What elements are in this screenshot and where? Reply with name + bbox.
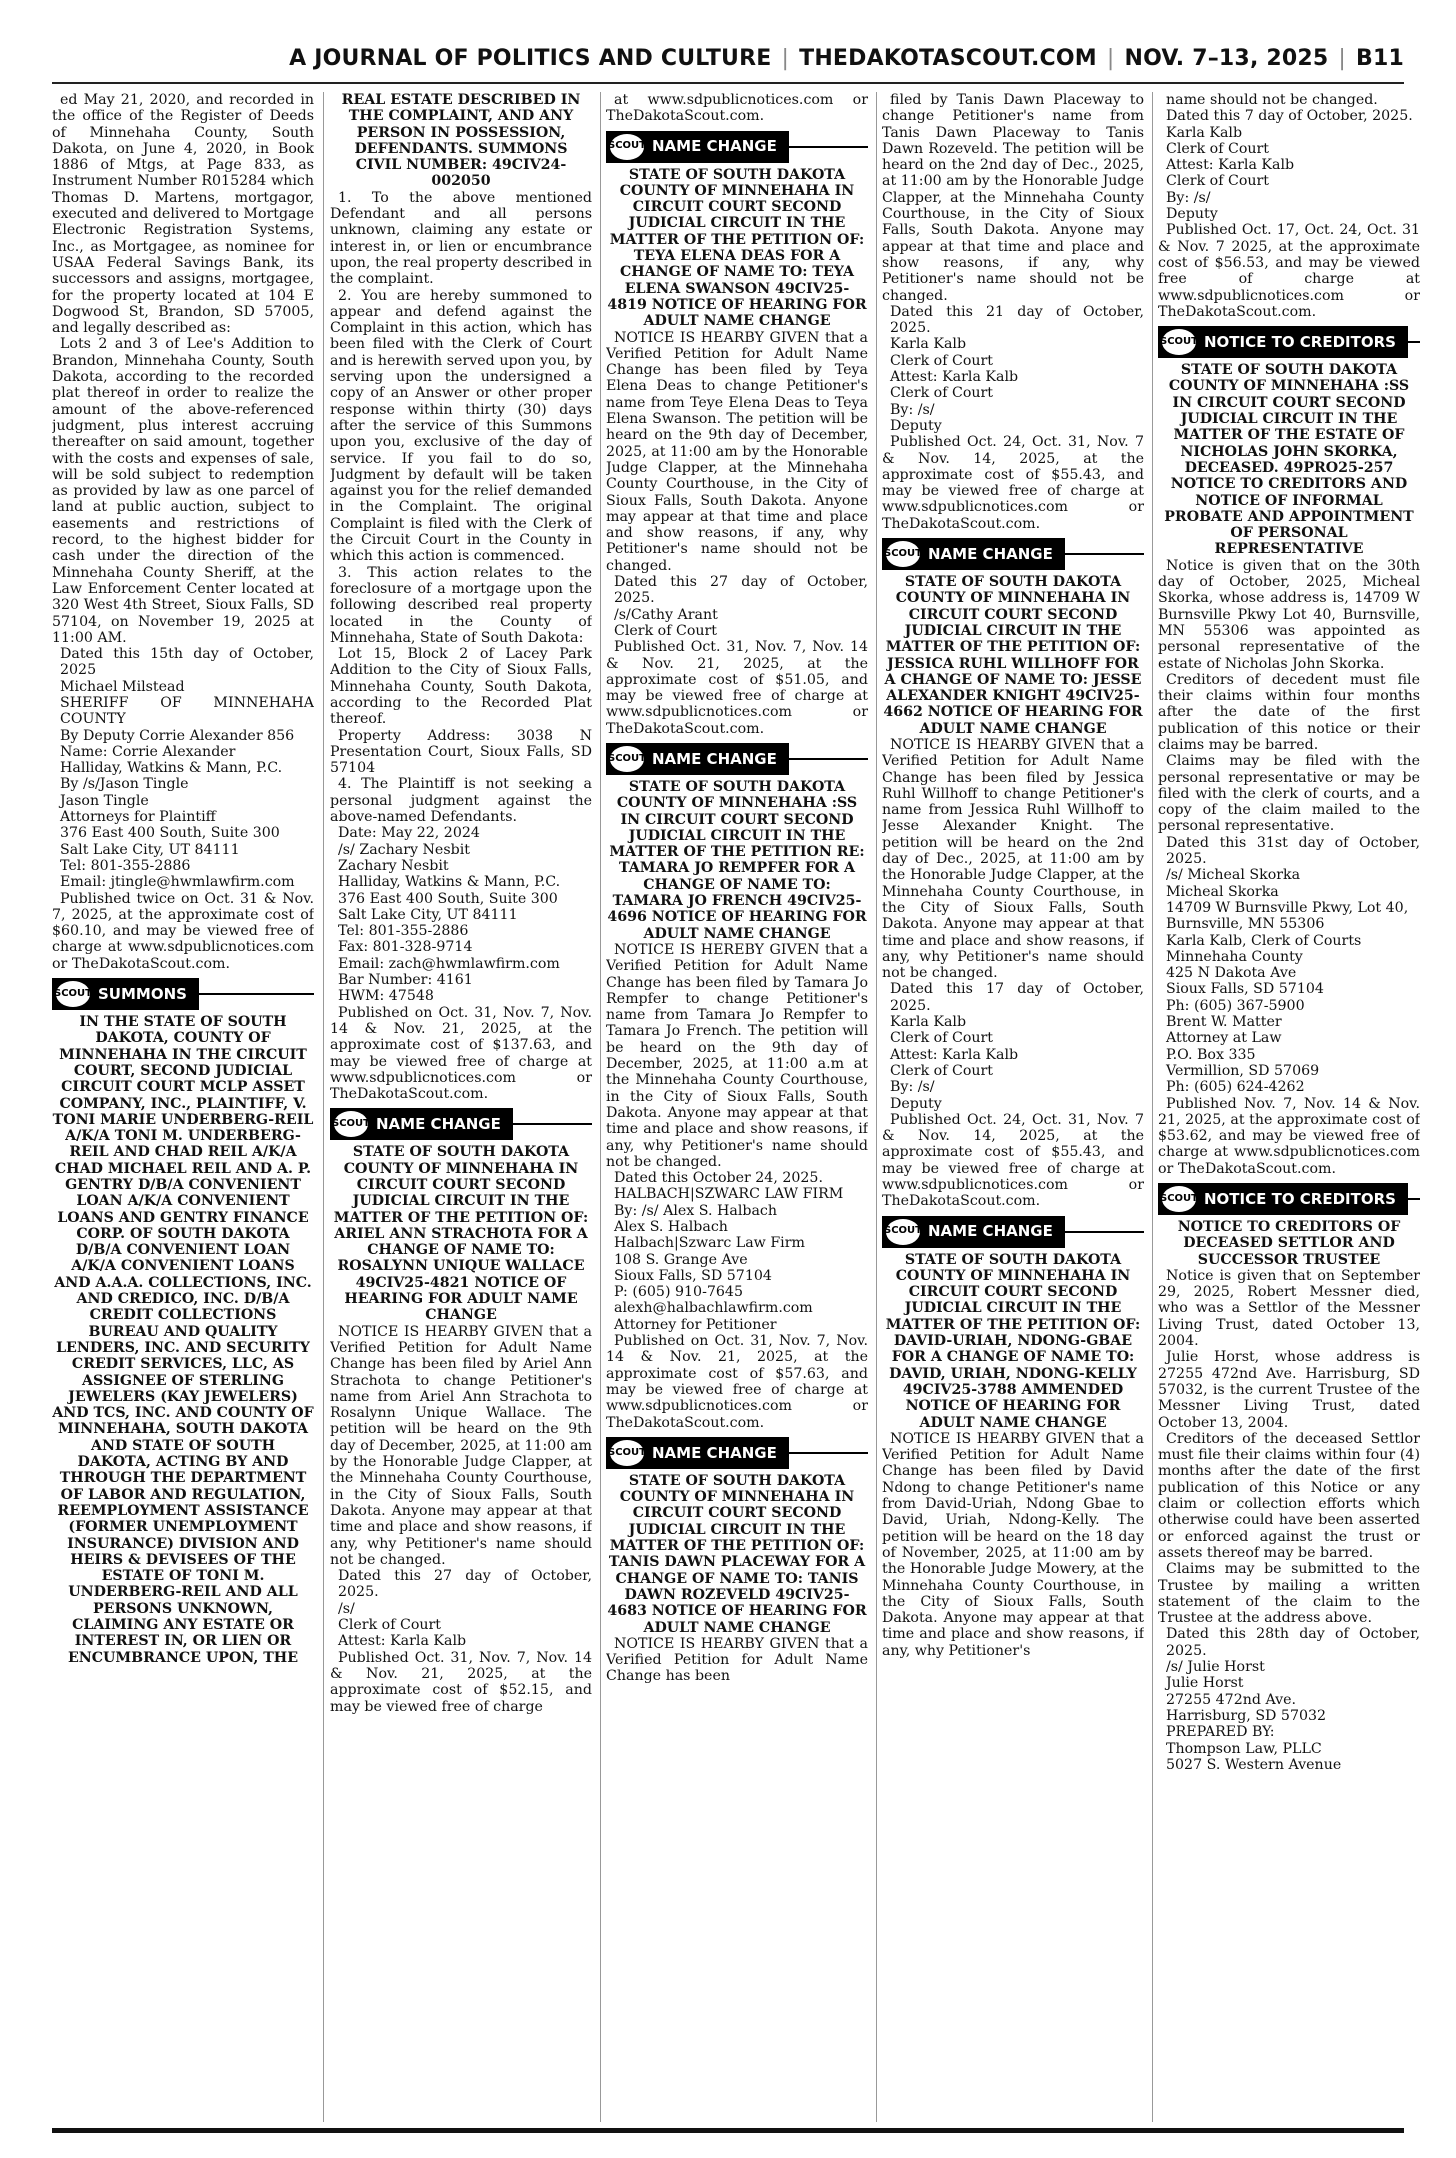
notice-paragraph: HWM: 47548 (338, 988, 434, 1005)
banner-rule (789, 1452, 868, 1454)
banner-tag (1158, 1183, 1408, 1215)
section-banner (1158, 1183, 1420, 1215)
notice-paragraph: Alex S. Halbach (614, 1219, 728, 1235)
notice-paragraph: 108 S. Grange Ave (614, 1251, 748, 1268)
notice-paragraph: NOTICE IS HEARBY GIVEN that a Verified Petition for Adult Name Change has been (606, 1635, 868, 1685)
banner-label: NAME CHANGE (376, 1115, 501, 1134)
section-banner (606, 131, 868, 163)
notice-paragraph: Clerk of Court (890, 352, 993, 369)
header-tagline: A JOURNAL OF POLITICS AND CULTURE (289, 46, 772, 71)
scout-logo-icon: SCOUT (56, 981, 90, 1007)
scout-logo-icon: SCOUT (886, 541, 920, 567)
notice-heading: STATE OF SOUTH DAKOTA COUNTY OF MINNEHAHA :SS IN CIRCUIT COURT SECOND JUDICIAL CIRCUIT IN THE MATTER OF THE ESTATE OF NICHOLAS JOHN SKORKA, DECEASED. 49PRO25-257 NOTICE TO CREDITORS AND NOTICE OF INFORMAL PROBATE AND APPOINTMENT OF PERSONAL REPRESENTATIVE (1164, 362, 1414, 558)
scout-logo-icon: SCOUT (610, 746, 644, 772)
footer-rule (52, 2128, 1404, 2133)
notice-paragraph: Deputy (890, 417, 942, 434)
notice-paragraph: Bar Number: 4161 (338, 972, 473, 989)
banner-tag (606, 1437, 789, 1469)
notice-paragraph: Creditors of decedent must file their claims within four months after the date of the first publication of this notice or their claims may be barred. (1158, 671, 1420, 753)
notice-paragraph: /s/Cathy Arant (614, 606, 718, 623)
notice-paragraph: Attorneys for Plaintiff (60, 809, 216, 826)
column-5 (1158, 92, 1420, 2122)
notice-paragraph: alexh@halbachlawfirm.com (614, 1300, 813, 1317)
notice-paragraph: Ph: (605) 624-4262 (1166, 1079, 1305, 1096)
banner-rule (1408, 341, 1420, 343)
scout-logo-icon: SCOUT (886, 1219, 920, 1245)
notice-paragraph: Attest: Karla Kalb (890, 1046, 1019, 1063)
notice-paragraph: HALBACH|SZWARC LAW FIRM (614, 1186, 844, 1203)
section-banner (882, 538, 1144, 570)
notice-paragraph: Clerk of Court (890, 385, 993, 402)
scout-logo-icon: SCOUT (1162, 329, 1196, 355)
notice-paragraph: Thompson Law, PLLC (1166, 1740, 1322, 1757)
notice-paragraph: Salt Lake City, UT 84111 (60, 841, 240, 858)
notice-paragraph: Karla Kalb (890, 336, 967, 353)
column-divider (1152, 92, 1153, 2122)
notice-paragraph: Published Oct. 17, Oct. 24, Oct. 31 & Nov. 7 2025, at the approximate cost of $56.53, and may be viewed free of charge at www.sdpublicnotices.com or TheDakotaScout.com. (1158, 222, 1420, 320)
notice-paragraph: Date: May 22, 2024 (338, 825, 480, 842)
notice-paragraph: /s/ Micheal Skorka (1166, 867, 1301, 884)
notice-paragraph: Clerk of Court (890, 1030, 993, 1047)
banner-tag (606, 743, 789, 775)
banner-label: NAME CHANGE (928, 1222, 1053, 1241)
notice-paragraph: Michael Milstead (60, 678, 185, 695)
notice-paragraph: Attest: Karla Kalb (1166, 157, 1295, 174)
notice-heading: STATE OF SOUTH DAKOTA COUNTY OF MINNEHAHA IN CIRCUIT COURT SECOND JUDICIAL CIRCUIT IN THE MATTER OF THE PETITION OF: DAVID-URIAH, NDONG-GBAE FOR A CHANGE OF NAME TO: DAVID, URIAH, NDONG-KELLY 49CIV25-3788 AMMENDED NOTICE OF HEARING FOR ADULT NAME CHANGE (885, 1251, 1141, 1431)
notice-heading: STATE OF SOUTH DAKOTA COUNTY OF MINNEHAHA IN CIRCUIT COURT SECOND JUDICIAL CIRCUIT IN THE MATTER OF THE PETITION OF: ARIEL ANN STRACHOTA FOR A CHANGE OF NAME TO: ROSALYNN UNIQUE WALLACE 49CIV25-4821 NOTICE OF HEARING FOR ADULT NAME CHANGE (333, 1144, 589, 1324)
notice-heading: STATE OF SOUTH DAKOTA COUNTY OF MINNEHAHA IN CIRCUIT COURT SECOND JUDICIAL CIRCUIT IN THE MATTER OF THE PETITION OF: TEYA ELENA DEAS FOR A CHANGE OF NAME TO: TEYA ELENA SWANSON 49CIV25-4819 NOTICE OF HEARING FOR ADULT NAME CHANGE (607, 166, 867, 330)
notice-paragraph: Notice is given that on the 30th day of October, 2025, Micheal Skorka, whose address is, 14709 W Burnsville Pkwy Lot 40, Burnsville, MN 55306 was appointed as personal representative of the estate of Nicholas John Skorka. (1158, 557, 1420, 672)
notice-paragraph: Halbach|Szwarc Law Firm (614, 1235, 805, 1252)
notice-paragraph: NOTICE IS HEARBY GIVEN that a Verified Petition for Adult Name Change has been filed by David Ndong to change Petitioner's name from David-Uriah, Ndong Gbae to David, Uriah, Ndong-Kelly. The petition will be heard on the 18 day of November, 2025, at 11:00 am by the Honorable Judge Mowery, at the Minnehaha County Courthouse, in the City of Sioux Falls, South Dakota. Anyone may appear at that time and place and show reasons, if any, why Petitioner's (882, 1430, 1144, 1659)
banner-tag (606, 131, 789, 163)
notice-paragraph: Published on Oct. 31, Nov. 7, Nov. 14 & Nov. 21, 2025, at the approximate cost of $137.63, and may be viewed free of charge at www.sdpublicnotices.com or TheDakotaScout.com. (330, 1004, 592, 1103)
notice-paragraph: Published Nov. 7, Nov. 14 & Nov. 21, 2025, at the approximate cost of $53.62, and may be viewed free of charge at www.sdpublicnotices.com or TheDakotaScout.com. (1158, 1095, 1420, 1177)
notice-paragraph: Karla Kalb (1166, 124, 1243, 141)
notice-paragraph: Sioux Falls, SD 57104 (1166, 981, 1324, 998)
notice-paragraph: Dated this 17 day of October, 2025. (890, 981, 1144, 1014)
notice-paragraph: Vermillion, SD 57069 (1166, 1062, 1320, 1079)
notice-paragraph: Attest: Karla Kalb (338, 1633, 467, 1650)
banner-label: NAME CHANGE (652, 137, 777, 156)
notice-paragraph: Attorney at Law (1166, 1030, 1282, 1047)
section-banner (52, 978, 314, 1010)
column-divider (876, 92, 877, 2122)
section-banner (330, 1108, 592, 1140)
banner-rule (513, 1123, 592, 1125)
notice-paragraph: Creditors of the deceased Settlor must file their claims within four (4) months after the date of the first publication of this Notice or any claim or collection efforts which otherwise could have been asserted or enforced against the trust or assets thereof may be barred. (1158, 1430, 1420, 1561)
notice-paragraph: Clerk of Court (338, 1617, 441, 1634)
banner-label: NOTICE TO CREDITORS (1204, 1189, 1396, 1208)
notice-paragraph: By: /s/ (890, 1079, 935, 1096)
notice-paragraph: 376 East 400 South, Suite 300 (338, 890, 558, 907)
banner-label: NOTICE TO CREDITORS (1204, 333, 1396, 351)
notice-paragraph: P: (605) 910-7645 (614, 1284, 743, 1301)
notice-paragraph: Micheal Skorka (1166, 883, 1279, 900)
scout-logo-icon: SCOUT (610, 134, 644, 160)
banner-rule (789, 146, 868, 148)
notice-paragraph: Deputy (1166, 206, 1218, 223)
notice-paragraph: By Deputy Corrie Alexander 856 (60, 727, 295, 744)
notice-paragraph: Property Address: 3038 N Presentation Court, Sioux Falls, SD 57104 (330, 727, 592, 777)
notice-paragraph: Harrisburg, SD 57032 (1166, 1707, 1327, 1724)
column-1 (52, 92, 314, 2122)
banner-rule (1065, 1231, 1144, 1233)
notice-paragraph: Dated this 31st day of October, 2025. (1166, 834, 1420, 868)
notice-paragraph: Dated this 27 day of October, 2025. (614, 574, 868, 607)
notice-heading: STATE OF SOUTH DAKOTA COUNTY OF MINNEHAHA :SS IN CIRCUIT COURT SECOND JUDICIAL CIRCUIT IN THE MATTER OF THE PETITION RE: TAMARA JO REMPFER FOR A CHANGE OF NAME TO: TAMARA JO FRENCH 49CIV25-4696 NOTICE OF HEARING FOR ADULT NAME CHANGE (607, 778, 867, 942)
banner-rule (1065, 553, 1144, 555)
scout-logo-icon: SCOUT (334, 1111, 368, 1137)
banner-rule (1408, 1198, 1420, 1200)
notice-paragraph: Clerk of Court (1166, 140, 1269, 157)
banner-label: NAME CHANGE (652, 1443, 777, 1462)
notice-paragraph: /s/ Zachary Nesbit (338, 841, 470, 858)
banner-label: SUMMONS (98, 984, 187, 1003)
notice-paragraph: Clerk of Court (614, 622, 717, 639)
notice-paragraph: 1. To the above mentioned Defendant and all persons unknown, claiming any estate or interest in, or lien or encumbrance upon, the real property described in the complaint. (330, 189, 592, 288)
notice-paragraph: Brent W. Matter (1166, 1014, 1282, 1031)
notice-paragraph: 3. This action relates to the foreclosure of a mortgage upon the following described real property located in the County of Minnehaha, State of South Dakota: (330, 564, 592, 646)
notice-paragraph: PREPARED BY: (1166, 1724, 1275, 1741)
notice-paragraph: /s/ (338, 1600, 355, 1617)
banner-tag (882, 1216, 1065, 1248)
notice-paragraph: ed May 21, 2020, and recorded in the office of the Register of Deeds of Minnehaha County, South Dakota, on June 4, 2020, in Book 1886 of Mtgs, at Page 833, as Instrument Number R015284 which Thomas D. Martens, mortgagor, executed and delivered to Mortgage Electronic Registration Systems, Inc., as Mortgagee, as nominee for USAA Federal Savings Bank, its successors and assigns, mortgagee, for the property located at 104 E Dogwood St, Brandon, SD 57005, and legally described as: (52, 92, 314, 337)
notice-paragraph: Fax: 801-328-9714 (338, 939, 473, 956)
notice-paragraph: Julie Horst (1166, 1675, 1244, 1692)
notice-paragraph: 27255 472nd Ave. (1166, 1691, 1297, 1708)
notice-paragraph: Clerk of Court (1166, 173, 1269, 190)
notice-paragraph: Published Oct. 31, Nov. 7, Nov. 14 & Nov. 21, 2025, at the approximate cost of $52.15, and may be viewed free of charge (330, 1649, 592, 1715)
section-banner (882, 1216, 1144, 1248)
notice-paragraph: name should not be changed. (1166, 92, 1378, 108)
notice-paragraph: 376 East 400 South, Suite 300 (60, 825, 280, 842)
notice-heading: REAL ESTATE DESCRIBED IN THE COMPLAINT, AND ANY PERSON IN POSSESSION, DEFENDANTS. SUMMONS CIVIL NUMBER: 49CIV24-002050 (341, 92, 581, 190)
notice-paragraph: Dated this 27 day of October, 2025. (338, 1568, 592, 1601)
notice-paragraph: Salt Lake City, UT 84111 (338, 906, 518, 923)
notice-paragraph: Julie Horst, whose address is 27255 472nd Ave. Harrisburg, SD 57032, is the current Trustee of the Messner Living Trust, dated October 13, 2004. (1158, 1349, 1420, 1431)
notice-paragraph: NOTICE IS HEARBY GIVEN that a Verified Petition for Adult Name Change has been filed by Jessica Ruhl Willhoff to change Petitioner's name from Jessica Ruhl Willhoff to Jesse Alexander Knight. The petition will be heard on the 2nd day of Dec., 2025, at 11:00 am by the Honorable Judge Clapper, at the Minnehaha County Courthouse, in the City of Sioux Falls, South Dakota. Anyone may appear at that time and place and show reasons, if any, why Petitioner's name should not be changed. (882, 736, 1144, 982)
header-page-number: B11 (1356, 46, 1404, 71)
notice-paragraph: Tel: 801-355-2886 (338, 923, 469, 940)
section-banner (606, 743, 868, 775)
notice-paragraph: Published Oct. 24, Oct. 31, Nov. 7 & Nov. 14, 2025, at the approximate cost of $55.43, and may be viewed free of charge at www.sdpublicnotices.com or TheDakotaScout.com. (882, 434, 1144, 532)
notice-paragraph: /s/ Julie Horst (1166, 1659, 1265, 1676)
column-divider (600, 92, 601, 2122)
notice-paragraph: Sioux Falls, SD 57104 (614, 1267, 772, 1284)
notice-paragraph: Published on Oct. 31, Nov. 7, Nov. 14 & Nov. 21, 2025, at the approximate cost of $57.63, and may be viewed free of charge at www.sdpublicnotices.com or TheDakotaScout.com. (606, 1333, 868, 1431)
notice-paragraph: 2. You are hereby summoned to appear and defend against the Complaint in this action, which has been filed with the Clerk of Court and is herewith served upon you, by serving upon the undersigned a copy of an Answer or other proper response within thirty (30) days after the service of this Summons upon you, exclusive of the day of service. If you fail to do so, Judgment by default will be taken against you for the relief demanded in the Complaint. The original Complaint is filed with the Clerk of the Circuit Court in the County in which this action is commenced. (330, 287, 592, 565)
column-3 (606, 92, 868, 2122)
notice-paragraph: By: /s/ (1166, 189, 1211, 206)
notice-paragraph: By: /s/ (890, 401, 935, 418)
page-header: A JOURNAL OF POLITICS AND CULTURE | THEDAKOTASCOUT.COM | NOV. 7–13, 2025 | B11 (289, 46, 1404, 71)
notice-paragraph: Halliday, Watkins & Mann, P.C. (60, 760, 283, 777)
notice-paragraph: Clerk of Court (890, 1062, 993, 1079)
banner-tag (52, 978, 199, 1010)
notice-paragraph: Published Oct. 24, Oct. 31, Nov. 7 & Nov. 14, 2025, at the approximate cost of $55.43, and may be viewed free of charge at www.sdpublicnotices.com or TheDakotaScout.com. (882, 1111, 1144, 1210)
notice-heading: IN THE STATE OF SOUTH DAKOTA, COUNTY OF MINNEHAHA IN THE CIRCUIT COURT, SECOND JUDICIAL CIRCUIT COURT MCLP ASSET COMPANY, INC., PLAINTIFF, V. TONI MARIE UNDERBERG-REIL A/K/A TONI M. UNDERBERG-REIL AND CHAD REIL A/K/A CHAD MICHAEL REIL AND A. P. GENTRY D/B/A CONVENIENT LOAN A/K/A CONVENIENT LOANS AND GENTRY FINANCE CORP. OF SOUTH DAKOTA D/B/A CONVENIENT LOAN A/K/A CONVENIENT LOANS AND A.A.A. COLLECTIONS, INC. AND CREDICO, INC. D/B/A CREDIT COLLECTIONS BUREAU AND QUALITY LENDERS, INC. AND SECURITY CREDIT SERVICES, LLC, AS ASSIGNEE OF STERLING JEWELERS (KAY JEWELERS) AND TCS, INC. AND COUNTY OF MINNEHAHA, SOUTH DAKOTA AND STATE OF SOUTH DAKOTA, ACTING BY AND THROUGH THE DEPARTMENT OF LABOR AND REGULATION, REEMPLOYMENT ASSISTANCE (FORMER UNEMPLOYMENT INSURANCE) DIVISION AND HEIRS & DEVISEES OF THE ESTATE OF TONI M. UNDERBERG-REIL AND ALL PERSONS UNKNOWN, CLAIMING ANY ESTATE OR INTEREST IN, OR LIEN OR ENCUMBRANCE UPON, THE (52, 1014, 314, 1666)
banner-label: NAME CHANGE (928, 544, 1053, 563)
header-site[interactable]: THEDAKOTASCOUT.COM (799, 46, 1097, 71)
section-banner (606, 1437, 868, 1469)
notice-paragraph: 4. The Plaintiff is not seeking a personal judgment against the above-named Defendants. (330, 776, 592, 826)
notice-paragraph: Email: jtingle@hwmlawfirm.com (60, 874, 295, 891)
notice-paragraph: Lots 2 and 3 of Lee's Addition to Brandon, Minnehaha County, South Dakota, according to the recorded plat thereof in order to realize the amount of the above-referenced judgment, plus interest accruing thereafter on said amount, together with the costs and expenses of sale, will be sold subject to redemption as provided by law as one parcel of land at public auction, subject to easements and restrictions of record, to the highest bidder for cash under the direction of the Minnehaha County Sheriff, at the Law Enforcement Center located at 320 West 4th Street, Sioux Falls, SD 57104, on November 19, 2025 at 11:00 AM. (52, 336, 314, 646)
banner-tag (1158, 326, 1408, 358)
notice-paragraph: By /s/Jason Tingle (60, 776, 189, 793)
section-banner (1158, 326, 1420, 358)
notice-paragraph: Zachary Nesbit (338, 857, 449, 874)
notice-paragraph: Notice is given that on September 29, 2025, Robert Messner died, who was a Settlor of the Messner Living Trust, dated October 13, 2004. (1158, 1267, 1420, 1350)
column-4 (882, 92, 1144, 2122)
column-2 (330, 92, 592, 2122)
notice-paragraph: Jason Tingle (60, 792, 149, 809)
notice-paragraph: Halliday, Watkins & Mann, P.C. (338, 874, 561, 891)
notice-paragraph: Published Oct. 31, Nov. 7, Nov. 14 & Nov. 21, 2025, at the approximate cost of $51.05, and may be viewed free of charge at www.sdpublicnotices.com or TheDakotaScout.com. (606, 639, 868, 737)
notice-heading: NOTICE TO CREDITORS OF DECEASED SETTLOR AND SUCCESSOR TRUSTEE (1177, 1219, 1401, 1268)
notice-paragraph: Attest: Karla Kalb (890, 369, 1019, 386)
notice-paragraph: Claims may be submitted to the Trustee by mailing a written statement of the claim to the Trustee at the address above. (1158, 1561, 1420, 1627)
scout-logo-icon: SCOUT (610, 1440, 644, 1466)
notice-paragraph: at www.sdpublicnotices.com or TheDakotaScout.com. (606, 92, 868, 125)
notice-paragraph: Dated this October 24, 2025. (614, 1170, 823, 1187)
notice-paragraph: Deputy (890, 1095, 942, 1112)
column-divider (323, 92, 324, 2122)
notice-paragraph: Karla Kalb, Clerk of Courts (1166, 932, 1362, 949)
notice-paragraph: NOTICE IS HEARBY GIVEN that a Verified Petition for Adult Name Change has been filed by Teya Elena Deas to change Petitioner's name from Teye Elena Deas to Teya Elena Swanson. The petition will be heard on the 9th day of December, 2025, at 11:00 am by the Honorable Judge Clapper, at the Minnehaha County Courthouse, in the City of Sioux Falls, South Dakota. Anyone may appear at that time and place and show reasons, if any, why Petitioner's name should not be changed. (606, 329, 868, 574)
notice-paragraph: Minnehaha County (1166, 948, 1303, 965)
notice-paragraph: Name: Corrie Alexander (60, 743, 236, 760)
scout-logo-icon: SCOUT (1162, 1186, 1196, 1212)
notice-paragraph: By: /s/ Alex S. Halbach (614, 1202, 777, 1219)
notice-heading: STATE OF SOUTH DAKOTA COUNTY OF MINNEHAHA IN CIRCUIT COURT SECOND JUDICIAL CIRCUIT IN THE MATTER OF THE PETITION OF: TANIS DAWN PLACEWAY FOR A CHANGE OF NAME TO: TANIS DAWN ROZEVELD 49CIV25-4683 NOTICE OF HEARING FOR ADULT NAME CHANGE (607, 1472, 867, 1636)
header-rule (52, 82, 1404, 84)
notice-paragraph: 5027 S. Western Avenue (1166, 1756, 1342, 1773)
notice-paragraph: Ph: (605) 367-5900 (1166, 997, 1305, 1014)
notice-paragraph: NOTICE IS HEREBY GIVEN that a Verified Petition for Adult Name Change has been filed by Tamara Jo Rempfer to change Petitioner's name from Tamara Jo Rempfer to Tamara Jo French. The petition will be heard on the 9th day of December, 2025, at 11:00 a.m at the Minnehaha County Courthouse, in the City of Sioux Falls, South Dakota. Anyone may appear at that time and place and show reasons, if any, why Petitioner's name should not be changed. (606, 941, 868, 1170)
header-dates: NOV. 7–13, 2025 (1124, 46, 1329, 71)
notice-paragraph: Dated this 21 day of October, 2025. (890, 303, 1144, 337)
notice-paragraph: Lot 15, Block 2 of Lacey Park Addition to the City of Sioux Falls, Minnehaha County, South Dakota, according to the Recorded Plat thereof. (330, 646, 592, 728)
notice-paragraph: P.O. Box 335 (1166, 1046, 1256, 1063)
banner-rule (199, 993, 314, 995)
notice-paragraph: Published twice on Oct. 31 & Nov. 7, 2025, at the approximate cost of $60.10, and may be viewed free of charge at www.sdpublicnotices.com or TheDakotaScout.com. (52, 890, 314, 972)
notice-paragraph: Attorney for Petitioner (614, 1316, 777, 1333)
notice-paragraph: Karla Kalb (890, 1014, 967, 1031)
notice-paragraph: SHERIFF OF MINNEHAHA COUNTY (60, 694, 314, 728)
banner-label: NAME CHANGE (652, 749, 777, 768)
notice-paragraph: filed by Tanis Dawn Placeway to change Petitioner's name from Tanis Dawn Placeway to Tanis Dawn Rozeveld. The petition will be heard on the 2nd day of Dec., 2025, at 11:00 am by the Honorable Judge Clapper, at the Minnehaha County Courthouse, in the City of Sioux Falls, South Dakota. Anyone may appear at that time and place and show reasons, if any, why Petitioner's name should not be changed. (882, 92, 1144, 304)
notice-paragraph: Burnsville, MN 55306 (1166, 916, 1325, 933)
notice-paragraph: Dated this 15th day of October, 2025 (60, 646, 314, 679)
notice-paragraph: 425 N Dakota Ave (1166, 965, 1297, 982)
notice-paragraph: Tel: 801-355-2886 (60, 857, 191, 874)
notice-paragraph: Dated this 7 day of October, 2025. (1166, 108, 1413, 125)
banner-tag (330, 1108, 513, 1140)
banner-tag (882, 538, 1065, 570)
notice-paragraph: Claims may be filed with the personal representative or may be filed with the clerk of courts, and a copy of the claim mailed to the personal representative. (1158, 753, 1420, 835)
notice-heading: STATE OF SOUTH DAKOTA COUNTY OF MINNEHAHA IN CIRCUIT COURT SECOND JUDICIAL CIRCUIT IN THE MATTER OF THE PETITION OF: JESSICA RUHL WILLHOFF FOR A CHANGE OF NAME TO: JESSE ALEXANDER KNIGHT 49CIV25-4662 NOTICE OF HEARING FOR ADULT NAME CHANGE (883, 574, 1143, 737)
notice-paragraph: Dated this 28th day of October, 2025. (1166, 1626, 1420, 1659)
notice-paragraph: 14709 W Burnsville Pkwy, Lot 40, (1166, 899, 1409, 916)
banner-rule (789, 758, 868, 760)
notice-paragraph: Email: zach@hwmlawfirm.com (338, 955, 560, 972)
notice-paragraph: NOTICE IS HEARBY GIVEN that a Verified Petition for Adult Name Change has been filed by Ariel Ann Strachota to change Petitioner's name from Ariel Ann Strachota to Rosalynn Unique Wallace. The petition will be heard on the 9th day of December, 2025, at 11:00 am by the Honorable Judge Clapper, at the Minnehaha County Courthouse, in the City of Sioux Falls, South Dakota. Anyone may appear at that time and place and show reasons, if any, why Petitioner's name should not be changed. (330, 1323, 592, 1568)
